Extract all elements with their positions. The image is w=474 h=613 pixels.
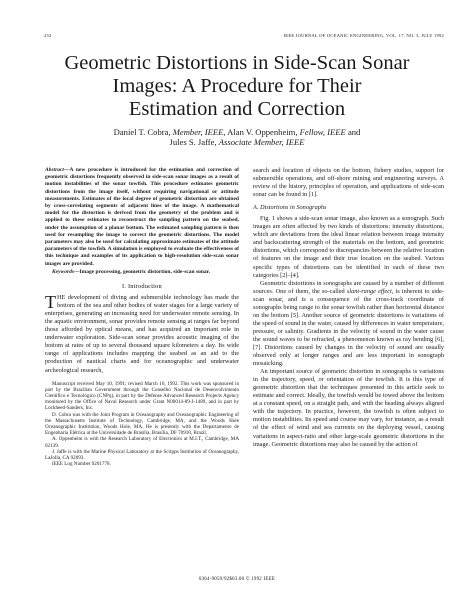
para3-start: Geometric distortions in sonographs are caused by a number of different sources. One of them, the so-called xyxy=(253,279,444,295)
footnote-cobra: D. Cobra was with the Joint Program in Oceanography and Oceanographic Engineering of the Massachusetts Institute of Technology, Cambridge, MA, and the Woods Hole Oceanographic Institution, Woods Hole, MA. He is presently with the Departamento de Engenharia Elétrica at the Universidade de Brasília, Brasília, DF 70910, Brazil. xyxy=(45,411,239,437)
author-oppenheim-role: Fellow, IEEE xyxy=(299,127,346,137)
page-number: 252 xyxy=(44,33,52,38)
index-terms xyxy=(45,269,239,276)
journal-header: IEEE JOURNAL OF OCEANIC ENGINEERING, VOL. 17, NO. 3, JULY 1992 xyxy=(283,33,444,38)
left-column xyxy=(45,167,239,467)
index-terms-text: —Image processing, geometric distortion, side-scan sonar. xyxy=(74,268,210,275)
slant-range-term: slant-range effect xyxy=(346,287,392,295)
authors-and: and xyxy=(345,127,361,137)
authors-line-2 xyxy=(30,137,444,147)
author-jaffe: Jules S. Jaffe, xyxy=(169,137,219,147)
section-heading-introduction: I. Introduction xyxy=(122,283,162,291)
intro-paragraph-text: HE development of diving and submersible technology has made the bottom of the sea and other bodies of water stages for a large variety of enterprises, generating an increasing need for underwater remote sensing. In the aquatic environment, sonar provides remote sensing at ranges far beyond those afforded by optical means, and has acquired an important role in underwater exploration. Side-scan sonar provides acoustic imaging of the bottom at rates of up to several thousand square kilometers a day. Its wide range of applications includes mapping the seabed as an aid to the production of nautical charts and for oceanographic and underwater archeological research, xyxy=(45,294,239,374)
title-line-1: Geometric Distortions in Side-Scan Sonar xyxy=(64,52,410,74)
index-terms-lead: Keywords xyxy=(52,268,74,275)
title-line-2: Images: A Procedure for Their xyxy=(112,75,362,97)
authors-line-1 xyxy=(30,127,444,137)
author-block xyxy=(30,127,444,147)
author-cobra: Daniel T. Cobra, xyxy=(113,127,173,137)
footnote-log-number: IEEE Log Number 9201778. xyxy=(52,461,111,468)
intro-paragraph xyxy=(45,294,239,374)
author-cobra-role: Member, IEEE xyxy=(172,127,224,137)
author-oppenheim: , Alan V. Oppenheim, xyxy=(223,127,300,137)
subsection-heading: A. Distortions in Sonographs xyxy=(253,204,327,212)
distortions-paragraph-2 xyxy=(253,280,444,369)
abstract-lead: Abstract xyxy=(45,167,64,173)
title-line-3: Estimation and Correction xyxy=(128,98,346,120)
footnotes xyxy=(45,381,239,468)
intro-continuation: search and location of objects on the bottom, fishery studies, support for submersible operations, and off-shore mining and engineering surveys. A review of the history, principles of operation, and applications of side-scan sonar can be found in [1]. xyxy=(253,167,444,199)
drop-cap: T xyxy=(45,292,56,313)
footnote-oppenheim: A. Oppenheim is with the Research Laboratory of Electronics at M.I.T., Cambridge, MA 02139. xyxy=(45,436,239,449)
footnote-jaffe: J. Jaffe is with the Marine Physical Laboratory at the Scripps Institution of Oceanography, LaJolla, CA 92093. xyxy=(45,448,239,461)
footnote-manuscript: Manuscript received May 10, 1991; revised March 16, 1992. This work was sponsored in part by the Brazilian Government through the Conselho Nacional de Desenvolvimento Científico e Tecnológico (CNPq), in part by the Defense Advanced Research Projects Agency monitored by the Office of Naval Research under Grant N00014-89-J-1489, and in part by Lockheed-Sanders, Inc. xyxy=(45,380,239,412)
paper-title xyxy=(30,52,444,121)
distortions-paragraph-3: An important source of geometric distortion in sonographs is variations in the trajectory, speed, or orientation of the towfish. It is this type of geometric distortion that the techniques presented in this article seek to estimate and correct. Ideally, the towfish would be towed above the bottom at a constant speed, on a straight path, and with the heading always aligned with the trajectory. In practice, however, the towfish is often subject to motion instabilities. Its speed and course may vary, for instance, as a result of the effect of wind and sea currents on the deploying vessel, causing variations in aspect-ratio and other large-scale geometric distortions in the image. Geometric distortions may also be caused by the action of xyxy=(253,368,444,448)
abstract-text: —A new procedure is introduced for the estimation and correction of geometric distortions frequently observed in side-scan sonar images as a result of motion instabilities of the sonar towfish. This procedure estimates geometric distortions from the image itself, without requiring navigational or attitude measurements. Estimates of the local degree of geometric distortion are obtained by cross-correlating segments of adjacent lines of the image. A mathematical model for the distortion is derived from the geometry of the problem and is applied to these estimates to reconstruct the sampling pattern on the seabed, under the assumption of a planar bottom. The estimated sampling pattern is then used for resampling the image to correct the geometric distortions. The model parameters may also be used for calculating approximate estimates of the attitude parameters of the towfish. A simulation is employed to evaluate the effectiveness of this technique and examples of its application to high-resolution side-scan sonar images are provided. xyxy=(45,167,239,267)
abstract xyxy=(45,167,239,268)
distortions-paragraph-1: Fig. 1 shows a side-scan sonar image, also known as a sonograph. Such images are often affected by two kinds of distortions: intensity distortions, which are deviations from the ideal linear relation between image intensity and backscattering strength of the materials on the bottom, and geometric distortions, which correspond to discrepancies between the relative location of features on the image and their true location on the seabed. Various specific types of distortions can be identified in each of these two categories [2]–[4]. xyxy=(253,215,444,279)
right-column xyxy=(253,167,444,449)
copyright-line: 0364-9059/92$03.00 © 1992 IEEE xyxy=(198,577,276,582)
author-jaffe-role: Associate Member, IEEE xyxy=(218,137,305,147)
para3-rest: , is inherent to side-scan sonar, and is a consequence of the cross-track coordinate of sonographs being range to the sonar towfish rather than horizontal distance on the bottom [5]. Another source of geometric distortions is variations of the speed of sound in the water, caused by differences in water temperature, pressure, or salinity. Gradients in the velocity of sound in the water cause the sound waves to be refracted, a phenomenon known as ray bending [6], [7]. Distortions caused by changes in the velocity of sound are usually observed only at longer ranges and are less important in sonograph mosaicking. xyxy=(253,287,445,368)
